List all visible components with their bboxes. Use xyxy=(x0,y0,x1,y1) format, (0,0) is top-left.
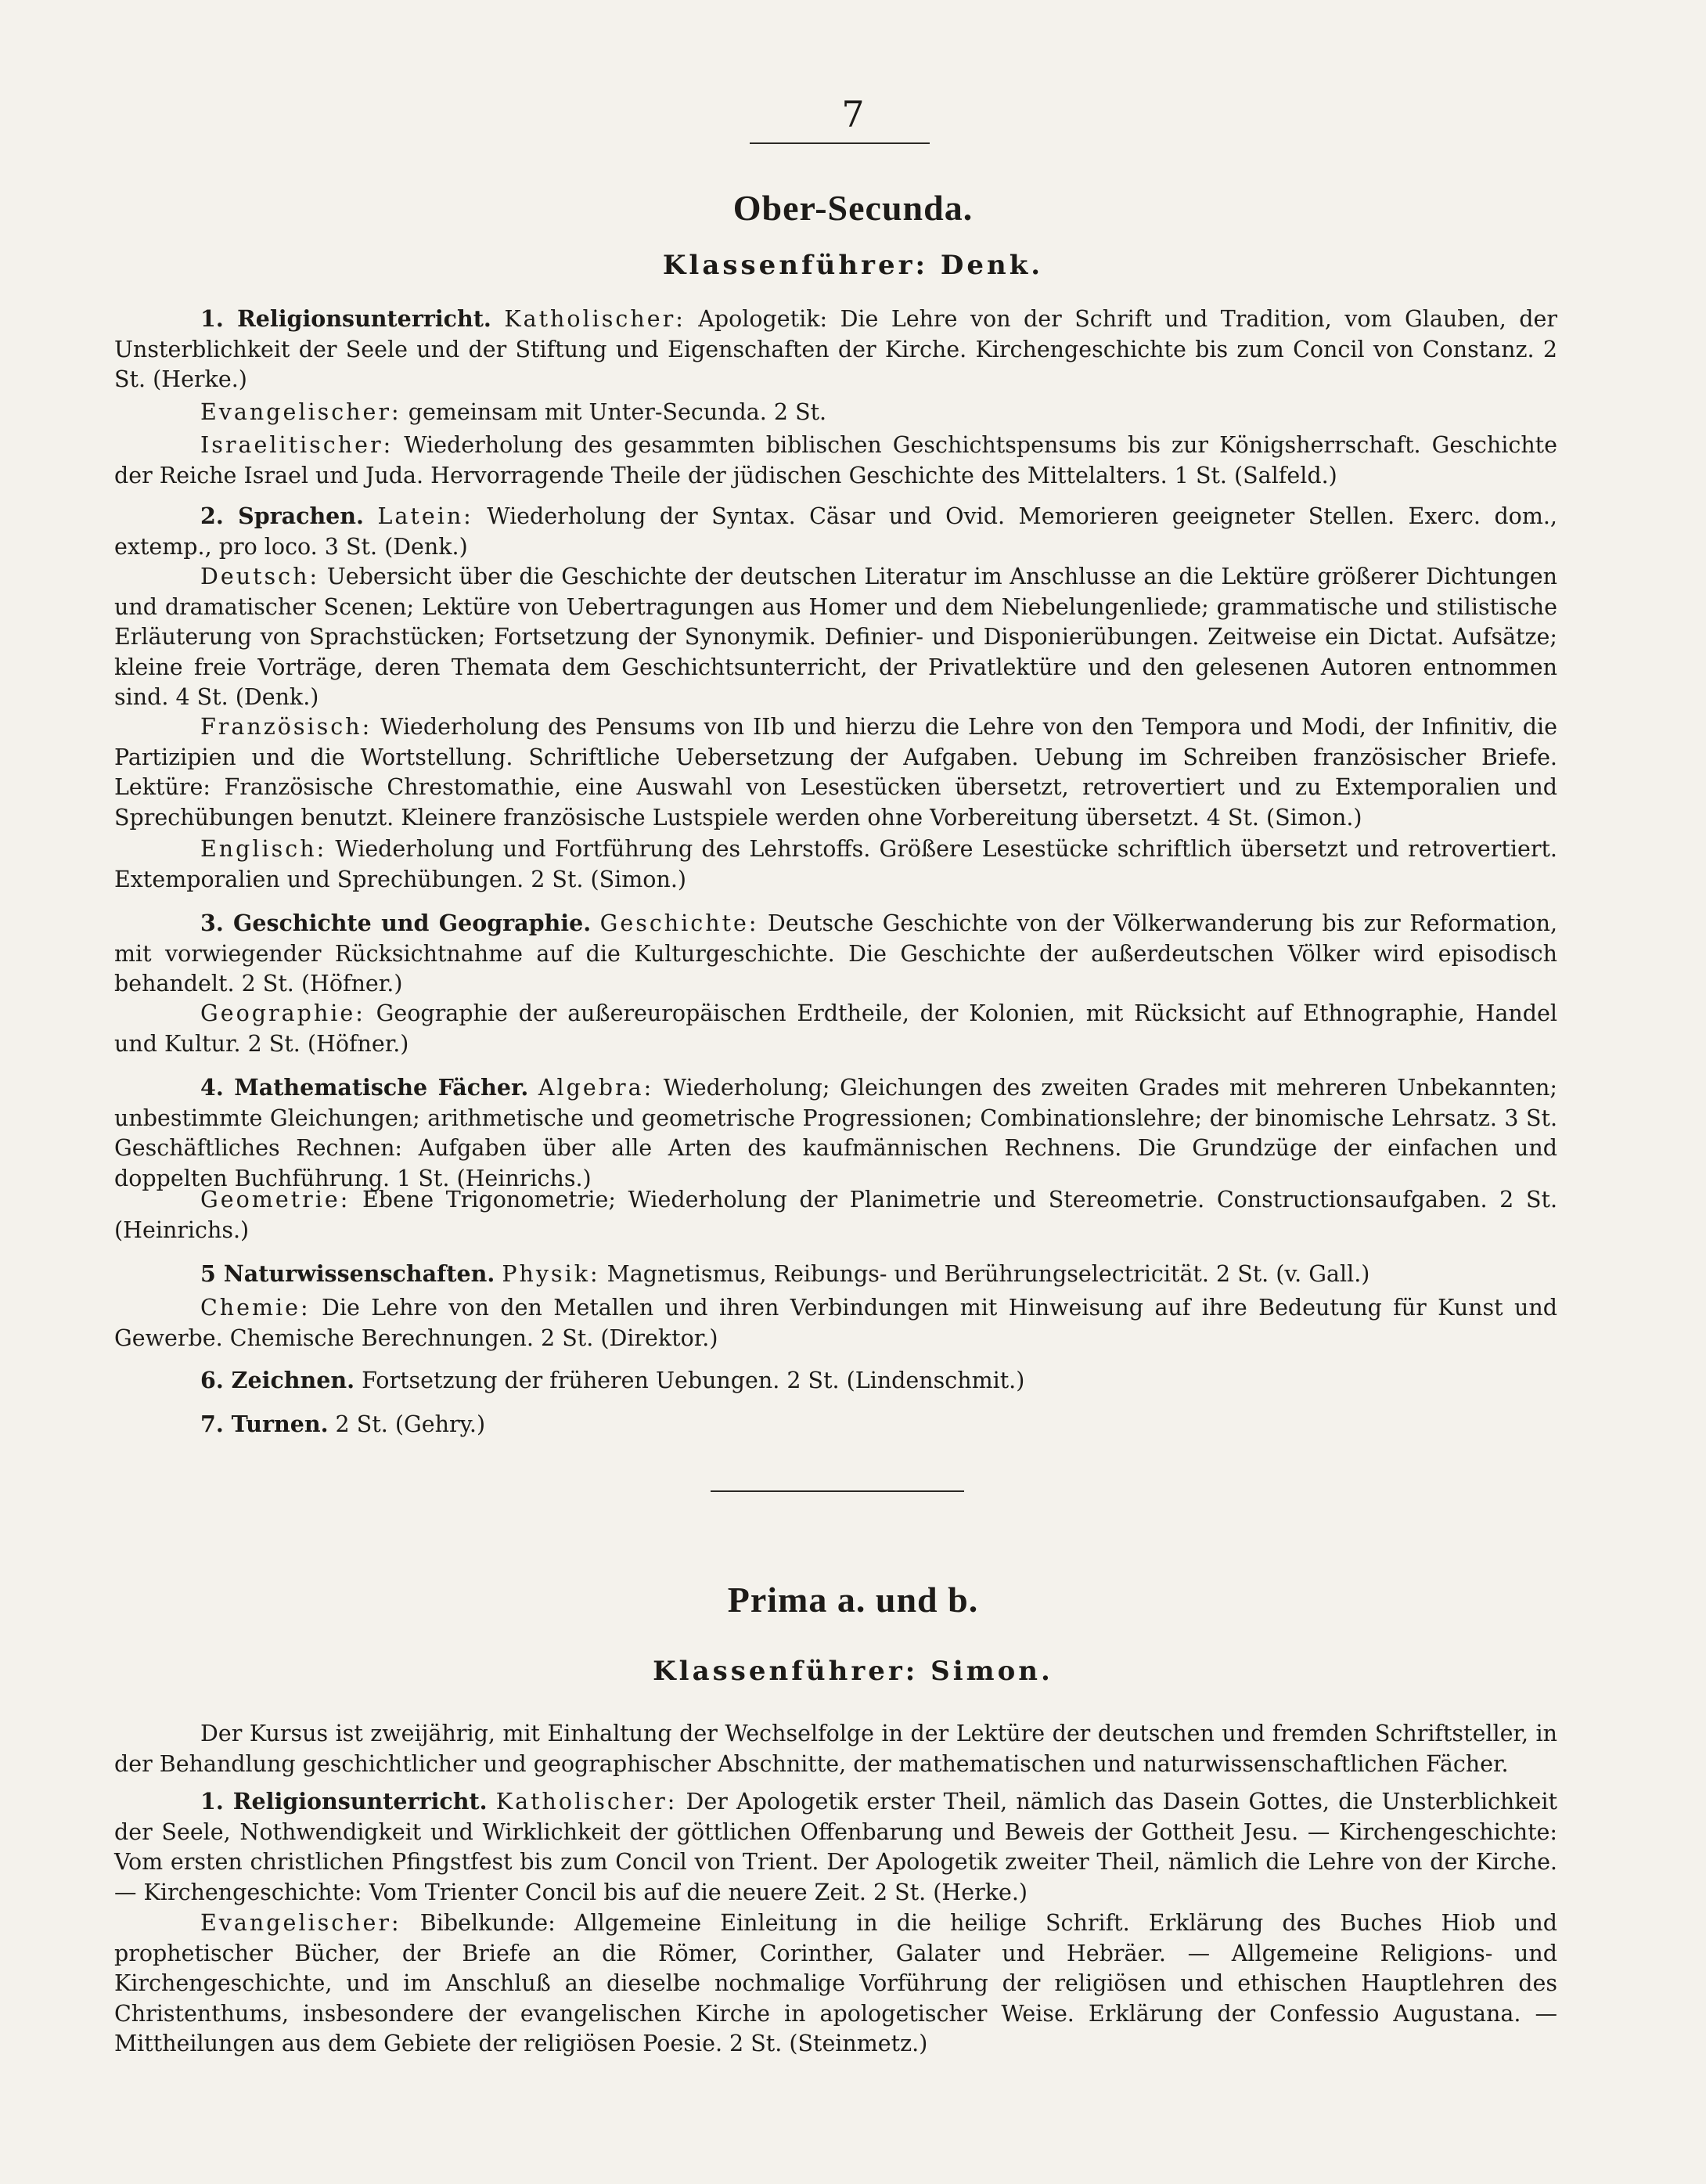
paragraph-latein xyxy=(114,501,1557,562)
subject-label: Physik: xyxy=(502,1261,600,1287)
subject-label: Evangelischer: xyxy=(200,399,401,425)
paragraph-prima-religion-evangelisch xyxy=(114,1908,1557,2060)
subject-label: Chemie: xyxy=(200,1295,311,1321)
subject-label: Evangelischer: xyxy=(200,1910,401,1936)
class-teacher-line: Klassenführer: Denk. xyxy=(662,250,1044,281)
paragraph-text: Ebene Trigonometrie; Wiederholung der Planimetrie und Stereometrie. Constructionsaufgaben. 2 St. (Heinrichs.) xyxy=(114,1187,1557,1243)
paragraph-text: Der Kursus ist zweijährig, mit Einhaltung der Wechselfolge in der Lektüre der deutschen und fremden Schriftsteller, in der Behandlung geschichtlicher und geographischer Abschnitte, der mathematischen und naturwissenschaftlichen Fächer. xyxy=(114,1721,1557,1777)
paragraph-text: gemeinsam mit Unter-Secunda. 2 St. xyxy=(401,399,827,425)
paragraph-prima-religion-katholisch xyxy=(114,1786,1557,1908)
paragraph-text: Wiederholung; Gleichungen des zweiten Grades mit mehreren Unbekannten; unbestimmte Gleichungen; arithmetische und geometrische Progressionen; Combinationslehre; der binomische Lehrsatz. 3 St. Geschäftliches Rechnen: Aufgaben über alle Arten des kaufmännischen Rechnens. Die Grundzüge der einfachen und doppelten Buchführung. 1 St. (Heinrichs.) xyxy=(114,1075,1557,1191)
subject-label: Latein: xyxy=(377,503,473,529)
page-number: 7 xyxy=(841,93,865,135)
subject-label: Algebra: xyxy=(538,1075,654,1101)
paragraph-zeichnen xyxy=(114,1365,1557,1397)
subject-heading: 4. Mathematische Fächer. xyxy=(200,1074,529,1101)
paragraph-geographie xyxy=(114,999,1557,1059)
section-title-ober-secunda: Ober-Secunda. xyxy=(732,188,974,228)
paragraph-text: 2 St. (Gehry.) xyxy=(328,1411,486,1437)
paragraph-text: Wiederholung der Syntax. Cäsar und Ovid. Memorieren geeigneter Stellen. Exerc. dom., extemp., pro loco. 3 St. (Denk.) xyxy=(114,503,1557,560)
paragraph-text: Apologetik: Die Lehre von der Schrift und Tradition, vom Glauben, der Unsterblichkeit der Seele und der Stiftung und Eigenschaften der Kirche. Kirchengeschichte bis zum Concil von Constanz. 2 St. (Herke.) xyxy=(114,306,1557,393)
subject-label: Israelitischer: xyxy=(200,432,394,458)
subject-heading: 1. Religionsunterricht. xyxy=(200,305,491,332)
subject-heading: 1. Religionsunterricht. xyxy=(200,1788,488,1815)
paragraph-geschichte xyxy=(114,908,1557,1000)
paragraph-mathematik xyxy=(114,1072,1557,1194)
subject-heading: 2. Sprachen. xyxy=(200,503,364,529)
subject-label: Deutsch: xyxy=(200,564,320,589)
subject-label: Katholischer: xyxy=(504,306,686,332)
paragraph-deutsch xyxy=(114,562,1557,713)
section-title-prima: Prima a. und b. xyxy=(727,1580,979,1620)
subject-label: Geschichte: xyxy=(599,910,759,936)
subject-label: Französisch: xyxy=(200,714,373,740)
subject-label: Geometrie: xyxy=(200,1187,351,1213)
paragraph-text: Magnetismus, Reibungs- und Berührungselectricität. 2 St. (v. Gall.) xyxy=(599,1261,1370,1287)
paragraph-religion-evangelisch xyxy=(114,398,1557,428)
subject-heading: 5 Naturwissenschaften. xyxy=(200,1260,495,1287)
paragraph-text: Der Apologetik erster Theil, nämlich das Dasein Gottes, die Unsterblichkeit der Seele, Nothwendigkeit und Wirklichkeit der göttlichen Offenbarung und Beweis der Gottheit Jesu. — Kirchengeschichte: Vom ersten christlichen Pfingstfest bis zum Concil von Trient. Der Apologetik zweiter Theil, nämlich die Lehre von der Kirche. — Kirchengeschichte: Vom Trienter Concil bis auf die neuere Zeit. 2 St. (Herke.) xyxy=(114,1789,1557,1905)
paragraph-text: Uebersicht über die Geschichte der deutschen Literatur im Anschlusse an die Lektüre größerer Dichtungen und dramatischer Scenen; Lektüre von Uebertragungen aus Homer und dem Niebelungenliede; grammatische und stilistische Erläuterung von Sprachstücken; Fortsetzung der Synonymik. Definier- und Disponierübungen. Zeitweise ein Dictat. Aufsätze; kleine freie Vorträge, deren Themata dem Geschichtsunterricht, der Privatlektüre und den gelesenen Autoren entnommen sind. 4 St. (Denk.) xyxy=(114,564,1557,711)
paragraph-text: Geographie der außereuropäischen Erdtheile, der Kolonien, mit Rücksicht auf Ethnographie, Handel und Kultur. 2 St. (Höfner.) xyxy=(114,1000,1557,1057)
paragraph-text: Wiederholung und Fortführung des Lehrstoffs. Größere Lesestücke schriftlich übersetzt und retrovertiert. Extemporalien und Sprechübungen. 2 St. (Simon.) xyxy=(114,836,1557,892)
paragraph-text: Fortsetzung der früheren Uebungen. 2 St. (Lindenschmit.) xyxy=(355,1368,1025,1393)
paragraph-text: Die Lehre von den Metallen und ihren Verbindungen mit Hinweisung auf ihre Bedeutung für Kunst und Gewerbe. Chemische Berechnungen. 2 St. (Direktor.) xyxy=(114,1295,1557,1351)
paragraph-franzoesisch xyxy=(114,712,1557,833)
paragraph-text: Bibelkunde: Allgemeine Einleitung in die heilige Schrift. Erklärung des Buches Hiob und prophetischer Bücher, der Briefe an die Römer, Corinther, Galater und Hebräer. — Allgemeine Religions- und Kirchengeschichte, und im Anschluß an dieselbe nochmalige Vorführung der religiösen und ethischen Hauptlehren des Christenthums, insbesondere der evangelischen Kirche in apologetischer Weise. Erklärung der Confessio Augustana. — Mittheilungen aus dem Gebiete der religiösen Poesie. 2 St. (Steinmetz.) xyxy=(114,1910,1557,2057)
subject-heading: 7. Turnen. xyxy=(200,1411,329,1437)
paragraph-englisch xyxy=(114,834,1557,895)
subject-label: Geographie: xyxy=(200,1000,365,1026)
paragraph-text: Deutsche Geschichte von der Völkerwanderung bis zur Reformation, mit vorwiegender Rücksichtnahme auf die Kulturgeschichte. Die Geschichte der außerdeutschen Völker wird episodisch behandelt. 2 St. (Höfner.) xyxy=(114,910,1558,997)
paragraph-religion-israelitisch xyxy=(114,431,1557,491)
subject-label: Katholischer: xyxy=(495,1789,678,1815)
section-divider xyxy=(711,1490,964,1492)
paragraph-geometrie xyxy=(114,1185,1557,1245)
class-teacher-line: Klassenführer: Simon. xyxy=(653,1656,1053,1687)
paragraph-chemie xyxy=(114,1293,1557,1353)
paragraph-religion-katholisch xyxy=(114,304,1557,395)
paragraph-text: Wiederholung des gesammten biblischen Geschichtspensums bis zur Königsherrschaft. Geschichte der Reiche Israel und Juda. Hervorragende Theile der jüdischen Geschichte des Mittelalters. 1 St. (Salfeld.) xyxy=(114,432,1557,488)
subject-label: Englisch: xyxy=(200,836,327,862)
paragraph-prima-intro xyxy=(114,1719,1557,1779)
subject-heading: 6. Zeichnen. xyxy=(200,1367,355,1393)
paragraph-text: Wiederholung des Pensums von IIb und hierzu die Lehre von den Tempora und Modi, der Infinitiv, die Partizipien und die Wortstellung. Schriftliche Uebersetzung der Aufgaben. Uebung im Schreiben französischer Briefe. Lektüre: Französische Chrestomathie, eine Auswahl von Lesestücken übersetzt, retrovertiert und zu Extemporalien und Sprechübungen benutzt. Kleinere französische Lustspiele werden ohne Vorbereitung übersetzt. 4 St. (Simon.) xyxy=(114,714,1557,831)
paragraph-turnen xyxy=(114,1409,1557,1440)
subject-heading: 3. Geschichte und Geographie. xyxy=(200,910,592,936)
paragraph-physik xyxy=(114,1259,1557,1290)
page-number-rule xyxy=(750,142,930,144)
